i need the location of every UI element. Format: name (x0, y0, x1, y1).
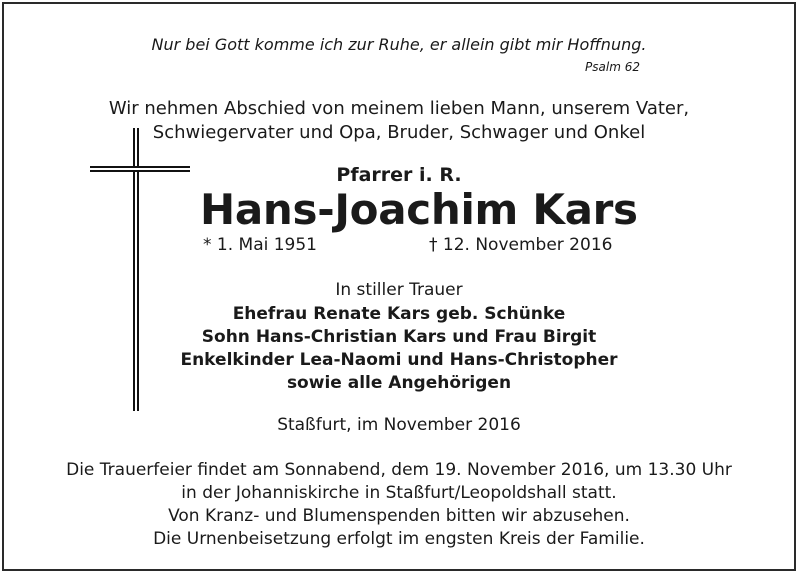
death-date: † 12. November 2016 (429, 235, 613, 255)
deceased-title: Pfarrer i. R. (336, 164, 462, 186)
place-date: Staßfurt, im November 2016 (277, 415, 521, 435)
mourner-line: Enkelkinder Lea-Naomi und Hans-Christopher (180, 350, 618, 370)
funeral-line: Von Kranz- und Blumenspenden bitten wir abzusehen. (168, 506, 630, 526)
mourner-line: Sohn Hans-Christian Kars und Frau Birgit (201, 327, 597, 347)
quote-source: Psalm 62 (585, 60, 640, 74)
funeral-line: Die Trauerfeier findet am Sonnabend, dem 19. November 2016, um 13.30 Uhr (66, 460, 732, 480)
obituary-frame (2, 2, 796, 571)
mourner-line: Ehefrau Renate Kars geb. Schünke (232, 304, 566, 324)
bible-quote: Nur bei Gott komme ich zur Ruhe, er allein gibt mir Hoffnung. (151, 35, 647, 54)
intro-line-2: Schwiegervater und Opa, Bruder, Schwager und Onkel (152, 122, 646, 143)
mourning-heading: In stiller Trauer (335, 280, 463, 300)
funeral-line: Die Urnenbeisetzung erfolgt im engsten Kreis der Familie. (153, 529, 645, 549)
mourner-line: sowie alle Angehörigen (286, 373, 512, 393)
intro-line-1: Wir nehmen Abschied von meinem lieben Mann, unserem Vater, (108, 98, 690, 119)
funeral-line: in der Johanniskirche in Staßfurt/Leopoldshall statt. (181, 483, 617, 503)
deceased-name: Hans-Joachim Kars (200, 185, 638, 234)
birth-date: * 1. Mai 1951 (203, 235, 318, 255)
intro-text (4, 97, 794, 145)
funeral-info (4, 459, 794, 551)
